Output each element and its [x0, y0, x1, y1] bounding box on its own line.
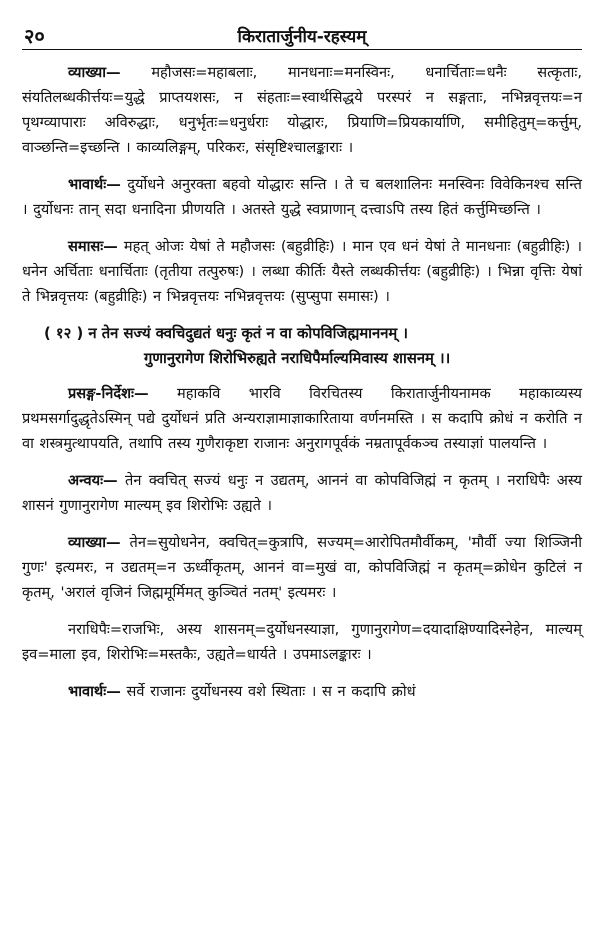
verse-line-2: गुणानुरागेण शिरोभिरुह्यते नराधिपैर्माल्यमिवास्य शासनम् ।। — [144, 350, 451, 367]
samas-paragraph — [22, 234, 582, 309]
header-rule — [22, 49, 582, 50]
vyakhya-paragraph — [22, 60, 582, 160]
section-label: भावार्थः— — [68, 176, 121, 193]
prasang-paragraph — [22, 381, 582, 456]
page-number: २० — [24, 24, 45, 48]
vyakhya-2-paragraph — [22, 530, 582, 605]
section-text: नराधिपैः=राजभिः, अस्य शासनम्=दुर्योधनस्याज्ञा, गुणानुरागेण=दयादाक्षिण्यादिस्नेहेन, माल्यम् इव=माला इव, शिरोभिः=मस्तकैः, उह्यते=धार्यते । उपमाऽलङ्कारः । — [22, 621, 582, 663]
running-title: किरातार्जुनीय-रहस्यम् — [237, 27, 367, 47]
verse-number: ( १२ ) — [44, 325, 84, 342]
verse-text-1: न तेन सज्यं क्वचिदुद्यतं धनुः कृतं न वा कोपविजिह्ममाननम् । — [88, 325, 409, 342]
section-label: अन्वयः— — [68, 472, 118, 489]
section-text: तेन=सुयोधनेन, क्वचित्=कुत्रापि, सज्यम्=आरोपितमौर्वीकम्, 'मौर्वी ज्या शिञ्जिनी गुणः' इत्यमरः, न उद्यतम्=न ऊर्ध्वीकृतम्, आननं वा=मुखं वा, कोपविजिह्मं न कृतम्=क्रोधेन कुटिलं न कृतम्, 'अरालं वृजिनं जिह्ममूर्मिमत् कुञ्चितं नतम्' इत्यमरः । — [22, 534, 582, 601]
page-header — [22, 16, 582, 50]
section-text: महाकवि भारवि विरचितस्य किरातार्जुनीयनामक महाकाव्यस्य प्रथमसर्गादुद्धृतेऽस्मिन् पद्ये दुर्योधनं प्रति अन्यराज्ञामाज्ञाकारिताया वर्णनमस्ति । स कदापि क्रोधं न करोति न वा शस्त्रमुत्थापयति, तथापि तस्य गुणैराकृष्टा राजानः अनुरागपूर्वकं नम्रतापूर्वकञ्च तस्याज्ञां पालयन्ति । — [22, 385, 582, 452]
section-text: सर्वे राजानः दुर्योधनस्य वशे स्थिताः । स न कदापि क्रोधं — [126, 683, 416, 700]
page-content — [22, 50, 582, 704]
section-text: महौजसः=महाबलाः, मानधनाः=मनस्विनः, धनार्चिताः=धनैः सत्कृताः, संयतिलब्धकीर्त्तयः=युद्धे प्राप्तयशसः, न संहताः=स्वार्थसिद्धये परस्परं न सङ्गताः, नभिन्नवृत्तयः=न पृथग्व्यापाराः अविरुद्धाः, धनुर्भृतः=धनुर्धराः योद्धारः, प्रियाणि=प्रियकार्याणि, समीहितुम्=कर्त्तुम्, वाञ्छन्ति=इच्छन्ति । काव्यलिङ्गम्, परिकरः, संसृष्टिश्चालङ्काराः । — [22, 64, 583, 156]
bhavarth-2-paragraph — [22, 679, 582, 704]
section-text: महत् ओजः येषां ते महौजसः (बहुव्रीहिः) । मान एव धनं येषां ते मानधनाः (बहुव्रीहिः) । धनेन अर्चिताः धनार्चिताः (तृतीया तत्पुरुषः) । लब्धा कीर्तिः यैस्ते लब्धकीर्त्तयः (बहुव्रीहिः) । भिन्ना वृत्तिः येषां ते भिन्नवृत्तयः (बहुव्रीहिः) न भिन्नवृत्तयः नभिन्नवृत्तयः (सुप्सुपा समासः) । — [22, 238, 583, 305]
section-label: समासः— — [68, 238, 118, 255]
verse-line-1 — [44, 321, 582, 346]
section-text: दुर्योधने अनुरक्ता बहवो योद्धारः सन्ति । ते च बलशालिनः मनस्विनः विवेकिनश्च सन्ति । दुर्योधनः तान् सदा धनादिना प्रीणयति । अतस्ते युद्धे स्वप्राणान् दत्त्वाऽपि तस्य हितं कर्त्तुमिच्छन्ति । — [22, 176, 583, 218]
section-text: तेन क्वचित् सज्यं धनुः न उद्यतम्, आननं वा कोपविजिह्मं न कृतम् । नराधिपैः अस्य शासनं गुणानुरागेण माल्यम् इव शिरोभिः उह्यते । — [22, 472, 583, 514]
section-label: भावार्थः— — [68, 683, 121, 700]
section-label: प्रसङ्ग-निर्देशः— — [68, 385, 149, 402]
bhavarth-paragraph — [22, 172, 582, 222]
section-label: व्याख्या— — [68, 64, 121, 81]
naradhipaih-paragraph — [22, 617, 582, 667]
section-label: व्याख्या— — [68, 534, 121, 551]
verse-block — [22, 321, 582, 371]
anvay-paragraph — [22, 468, 582, 518]
